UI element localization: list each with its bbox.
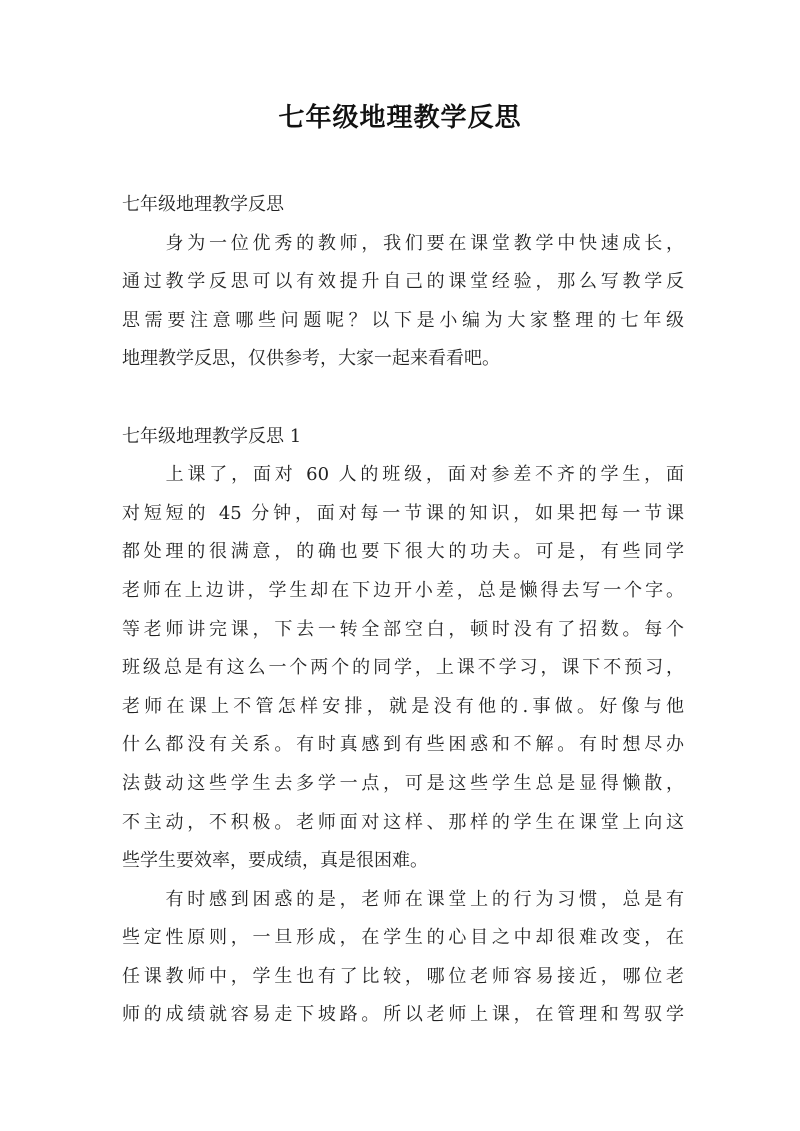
- document-title: 七年级地理教学反思: [278, 103, 522, 133]
- intro-heading: 七年级地理教学反思: [122, 194, 284, 215]
- text-line: 什么都没有关系。有时真感到有些困惑和不解。有时想尽办: [122, 734, 684, 756]
- paragraph-spacer: [122, 379, 684, 418]
- text-line: 对短短的 45 分钟，面对每一节课的知识，如果把每一节课: [122, 502, 684, 524]
- text-line: 都处理的很满意，的确也要下很大的功夫。可是，有些同学: [122, 541, 684, 563]
- text-line: 些学生要效率，要成绩，真是很困难。: [122, 850, 428, 872]
- intro-paragraph: [122, 225, 684, 379]
- text-line: 些定性原则，一旦形成，在学生的心目之中却很难改变，在: [122, 927, 684, 949]
- section-1-paragraph-1: [122, 456, 684, 881]
- text-line: 身为一位优秀的教师，我们要在课堂教学中快速成长，: [122, 232, 684, 254]
- text-line: 思需要注意哪些问题呢？以下是小编为大家整理的七年级: [122, 309, 684, 331]
- text-line: 老师在课上不管怎样安排，就是没有他的.事做。好像与他: [122, 695, 684, 717]
- section-1-paragraph-2: [122, 881, 684, 1035]
- text-line: 等老师讲完课，下去一转全部空白，顿时没有了招数。每个: [122, 618, 684, 640]
- text-line: 法鼓动这些学生去多学一点，可是这些学生总是显得懒散，: [122, 772, 684, 794]
- text-line: 地理教学反思，仅供参考，大家一起来看看吧。: [122, 348, 500, 370]
- text-line: 不主动，不积极。老师面对这样、那样的学生在课堂上向这: [122, 811, 684, 833]
- text-line: 师的成绩就容易走下坡路。所以老师上课，在管理和驾驭学: [122, 1004, 684, 1026]
- text-line: 任课教师中，学生也有了比较，哪位老师容易接近，哪位老: [122, 965, 684, 987]
- text-line: 通过教学反思可以有效提升自己的课堂经验，那么写教学反: [122, 271, 684, 293]
- text-line: 老师在上边讲，学生却在下边开小差，总是懒得去写一个字。: [122, 579, 684, 601]
- text-line: 有时感到困惑的是，老师在课堂上的行为习惯，总是有: [122, 888, 684, 910]
- text-line: 上课了，面对 60 人的班级，面对参差不齐的学生，面: [122, 464, 684, 486]
- section-heading-1: 七年级地理教学反思 1: [122, 425, 302, 447]
- text-line: 班级总是有这么一个两个的同学，上课不学习，课下不预习，: [122, 657, 684, 679]
- document-body: [122, 186, 684, 1035]
